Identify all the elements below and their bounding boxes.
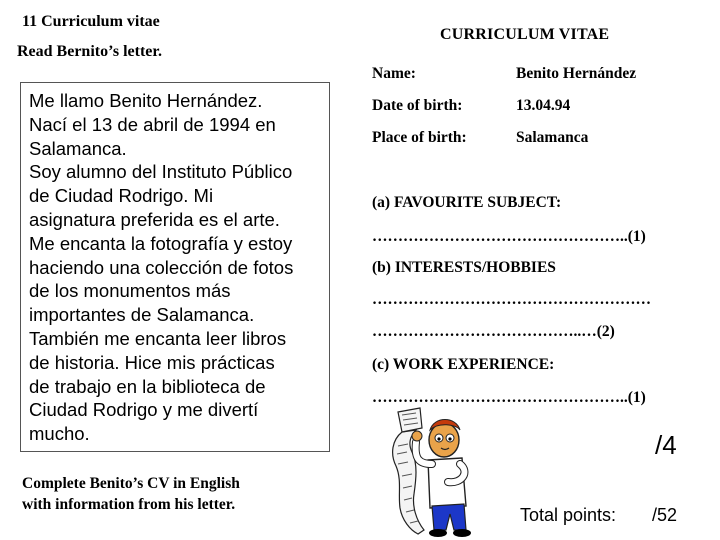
cv-pob-value: Salamanca bbox=[516, 129, 589, 146]
cv-work-experience-answer-line[interactable]: …………………………………………..(1) bbox=[372, 389, 646, 406]
cv-dob-value: 13.04.94 bbox=[516, 97, 571, 114]
task-line-1: Complete Benito’s CV in English bbox=[22, 475, 240, 492]
cv-favourite-subject-heading: (a) FAVOURITE SUBJECT: bbox=[372, 194, 562, 211]
man-reading-list-icon bbox=[362, 402, 492, 538]
cv-name-value: Benito Hernández bbox=[516, 65, 637, 82]
section-title: 11 Curriculum vitae bbox=[22, 13, 160, 30]
section-points: /4 bbox=[655, 430, 677, 460]
cv-dob-label: Date of birth: bbox=[372, 97, 463, 114]
cv-name-label: Name: bbox=[372, 65, 416, 82]
cv-title: CURRICULUM VITAE bbox=[440, 26, 610, 43]
cv-work-experience-heading: (c) WORK EXPERIENCE: bbox=[372, 356, 555, 373]
cv-interests-heading: (b) INTERESTS/HOBBIES bbox=[372, 259, 556, 276]
total-points-value: /52 bbox=[652, 505, 678, 525]
cv-interests-answer-line-1[interactable]: ……………………………………………… bbox=[372, 291, 651, 308]
cv-pob-label: Place of birth: bbox=[372, 129, 467, 146]
total-points-label: Total points: bbox=[520, 505, 617, 525]
cv-interests-answer-line-2[interactable]: …………………………………..…(2) bbox=[372, 323, 615, 340]
task-line-2: with information from his letter. bbox=[22, 496, 236, 513]
letter-box: Me llamo Benito Hernández. Nací el 13 de abril de 1994 en Salamanca. Soy alumno del Instituto Público de Ciudad Rodrigo. Mi asignatura preferida es el arte. Me encanta la fotografía y estoy haciendo una colección de fotos de los monumentos más importantes de Salamanca. También me encanta leer libros de historia. Hice mis prácticas de trabajo en la biblioteca de Ciudad Rodrigo y me divertí mucho. bbox=[20, 82, 330, 452]
instruction-text: Read Bernito’s letter. bbox=[17, 43, 162, 60]
cv-favourite-subject-answer-line[interactable]: …………………………………………..(1) bbox=[372, 228, 646, 245]
